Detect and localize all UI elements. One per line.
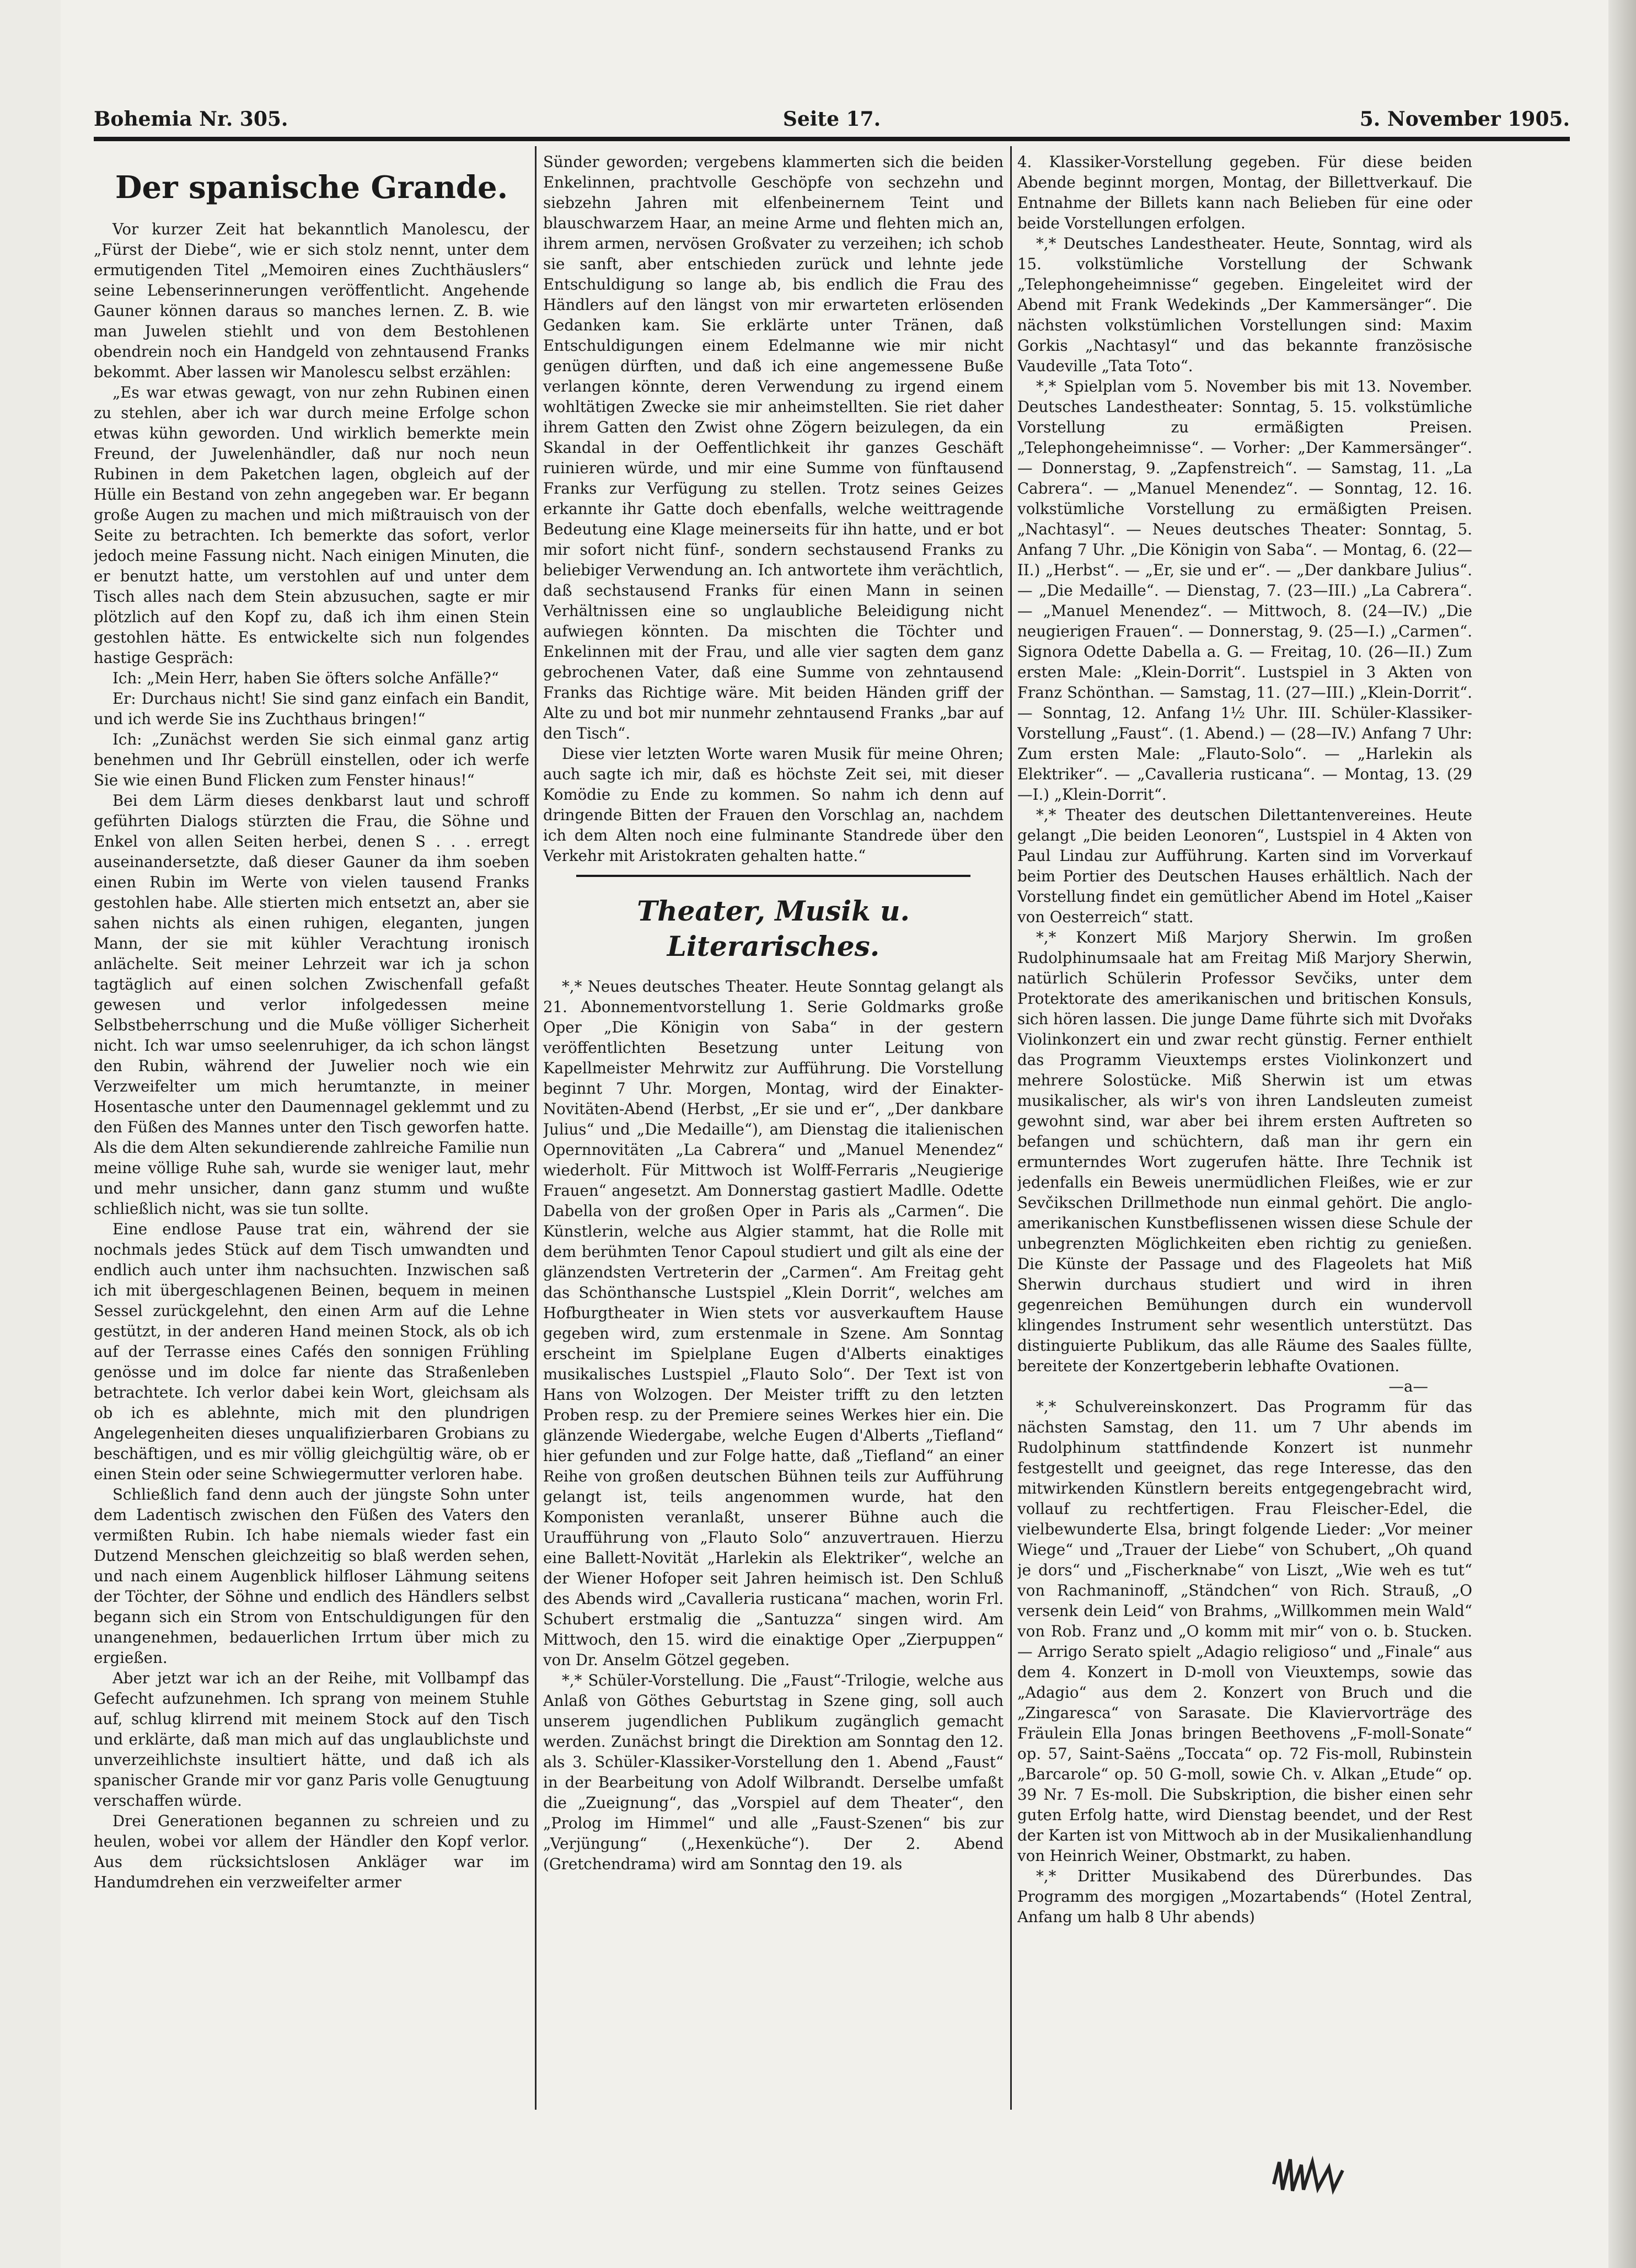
section-title: Theater, Musik u. Literarisches.	[637, 895, 910, 962]
article-paragraph: Er: Durchaus nicht! Sie sind ganz einfach ein Bandit, und ich werde Sie ins Zuchthaus bringen!“	[94, 689, 529, 728]
article-paragraph: Bei dem Lärm dieses denkbarst laut und schroff geführten Dialogs stürzten die Frau, die Söhne und Enkel von allen Seiten herbei, denen S . . . erregt auseinandersetzte, daß dieser Gauner da ihm soeben einen Rubin im Werte von vielen tausend Franks gestohlen habe. Alle stierten mich entsetzt an, aber sie sahen nichts als einen ruhigen, eleganten, jungen Mann, der sie mit kühler Verachtung ironisch anlächelte. Seit meiner Lehrzeit war ich ja schon tagtäglich auf einen solchen Zwischenfall gefaßt gewesen und verlor infolgedessen meine Selbstbeherrschung und die Muße völliger Sicherheit nicht. Ich war umso seelenruhiger, da ich schon längst den Rubin, während der Juwelier noch wie ein Verzweifelter um mich herumtanzte, in meiner Hosentasche unter den Daumennagel geklemmt und zu den Füßen des Mannes unter den Tisch geworfen hatte. Als die dem Alten sekundierende zahlreiche Familie nun meine völlige Ruhe sah, wurde sie weniger laut, mehr und mehr unsicher, dann ganz stumm und wußte schließlich nicht, was sie tun sollte.	[94, 791, 529, 1218]
issue-date: 5. November 1905.	[1359, 108, 1570, 131]
page-edge-shadow	[1608, 0, 1636, 2268]
column-rule-1	[535, 146, 537, 2110]
article-paragraph: Sünder geworden; vergebens klammerten sich die beiden Enkelinnen, prachtvolle Geschöpfe von sechzehn und siebzehn Jahren mit elfenbeinernem Teint und blauschwarzem Haar, an meine Arme und flehten mich an, ihrem armen, nervösen Großvater zu verzeihen; ich schob sie sanft, aber entschieden zurück und lehnte jede Entschuldigung so lange ab, bis endlich die Frau des Händlers auf den längst von mir erwarteten erlösenden Gedanken kam. Sie erklärte unter Tränen, daß Entschuldigungen einem Edelmanne wie mir nicht genügen dürften, und daß ich eine angemessene Buße verlangen könnte, deren Verwendung zu irgend einem wohltätigen Zwecke sie mir anheimstellten. Sie riet daher ihrem Gatten den Zwist ohne Zögern beizulegen, da ein Skandal in der Oeffentlichkeit ihr ganzes Geschäft ruinieren würde, und mir eine Summe von fünftausend Franks zur Verfügung zu stellen. Trotz seines Geizes erkannte ihr Gatte doch ebenfalls, welche weittragende Bedeutung eine Klage meinerseits für ihn hatte, und er bot mir sofort nicht fünf-, sondern sechstausend Franks zu beliebiger Verwendung an. Ich antwortete ihm verächtlich, daß sechstausend Franks für einen Mann in seinen Verhältnissen eine so unglaubliche Beleidigung nicht aufwiegen könnten. Da mischten die Töchter und Enkelinnen mit der Frau, und alle vier sagten dem ganz gebrochenen Vater, daß eine Summe von zehntausend Franks das Richtige wäre. Mit beiden Händen griff der Alte zu und bot mir nunmehr zehntausend Franks „bar auf den Tisch“.	[543, 153, 1004, 742]
header-rule	[94, 137, 1570, 141]
news-item: *,* Schulvereinskonzert. Das Programm für das nächsten Samstag, den 11. um 7 Uhr abends im Rudolphinum stattfindende Konzert ist nunmehr festgestellt und geeignet, das rege Interesse, das den mitwirkenden Künstlern bereits entgegengebracht wird, vollauf zu rechtfertigen. Frau Fleischer-Edel, die vielbewunderte Elsa, bringt folgende Lieder: „Vor meiner Wiege“ und „Trauer der Liebe“ von Schubert, „Oh quand je dors“ und „Fischerknabe“ von Liszt, „Wie weh es tut“ von Rachmaninoff, „Ständchen“ von Rich. Strauß, „O versenk dein Leid“ von Brahms, „Willkommen mein Wald“ von Rob. Franz und „O komm mit mir“ von o. b. Stucken. — Arrigo Serato spielt „Adagio religioso“ und „Finale“ aus dem 4. Konzert in D-moll von Vieuxtemps, sowie das „Adagio“ aus dem 2. Konzert von Bruch und die „Zingaresca“ von Sarasate. Die Klaviervorträge des Fräulein Ella Jonas bringen Beethovens „F-moll-Sonate“ op. 57, Saint-Saëns „Toccata“ op. 72 Fis-moll, Rubinstein „Barcarole“ op. 50 G-moll, sowie Ch. v. Alkan „Etude“ op. 39 Nr. 7 Es-moll. Die Subskription, die bisher einen sehr guten Erfolg hatte, wird Dienstag beendet, und der Rest der Karten ist von Mittwoch ab in der Musikalienhandlung von Heinrich Weiner, Obstmarkt, zu haben.	[1017, 1398, 1472, 1865]
news-item: *,* Deutsches Landestheater. Heute, Sonntag, wird als 15. volkstümliche Vorstellung der Schwank „Telephongeheimnisse“ gegeben. Eingeleitet wird der Abend mit Frank Wedekinds „Der Kammersänger“. Die nächsten volkstümlichen Vorstellungen sind: Maxim Gorkis „Nachtasyl“ und das bekannte französische Vaudeville „Tata Toto“.	[1017, 234, 1472, 375]
issue-number: Bohemia Nr. 305.	[94, 108, 288, 131]
author-mark: —a—	[1388, 1377, 1428, 1395]
page-number: Seite 17.	[782, 108, 881, 131]
article-title: Der spanische Grande.	[115, 169, 508, 206]
column-1	[94, 152, 529, 2237]
article-paragraph: Vor kurzer Zeit hat bekanntlich Manolescu, der „Fürst der Diebe“, wie er sich stolz nennt, unter dem ermutigenden Titel „Memoiren eines Zuchthäuslers“ seine Lebenserinnerungen veröffentlicht. Angehende Gauner können daraus so manches lernen. Z. B. wie man Juwelen stiehlt und von dem Bestohlenen obendrein noch ein Handgeld von zehntausend Franks bekommt. Aber lassen wir Manolescu selbst erzählen:	[94, 220, 529, 381]
article-paragraph: Drei Generationen begannen zu schreien und zu heulen, wobei vor allem der Händler den Kopf verlor. Aus dem rücksichtslosen Ankläger war im Handumdrehen ein verzweifelter armer	[94, 1812, 529, 1891]
news-item: *,* Spielplan vom 5. November bis mit 13. November. Deutsches Landestheater: Sonntag, 5. 15. volkstümliche Vorstellung zu ermäßigten Preisen. „Telephongeheimnisse“. — Vorher: „Der Kammersänger“. — Donnerstag, 9. „Zapfenstreich“. — Samstag, 11. „La Cabrera“. — „Manuel Menendez“. — Sonntag, 12. 16. volkstümliche Vorstellung zu ermäßigten Preisen. „Nachtasyl“. — Neues deutsches Theater: Sonntag, 5. Anfang 7 Uhr. „Die Königin von Saba“. — Montag, 6. (22—II.) „Herbst“. — „Er, sie und er“. — „Der dankbare Julius“. — „Die Medaille“. — Dienstag, 7. (23—III.) „La Cabrera“. — „Manuel Menendez“. — Mittwoch, 8. (24—IV.) „Die neugierigen Frauen“. — Donnerstag, 9. (25—I.) „Carmen“. Signora Odette Dabella a. G. — Freitag, 10. (26—II.) Zum ersten Male: „Klein-Dorrit“. Lustspiel in 3 Akten von Franz Schönthan. — Samstag, 11. (27—III.) „Klein-Dorrit“. — Sonntag, 12. Anfang 1½ Uhr. III. Schüler-Klassiker-Vorstellung „Faust“. (1. Abend.) — (28—IV.) Anfang 7 Uhr: Zum ersten Male: „Flauto-Solo“. — „Harlekin als Elektriker“. — „Cavalleria rusticana“. — Montag, 13. (29—I.) „Klein-Dorrit“.	[1017, 377, 1472, 804]
column-3	[1017, 152, 1472, 2237]
running-head	[94, 108, 1570, 141]
news-item: *,* Dritter Musikabend des Dürerbundes. Das Programm des morgigen „Mozartabends“ (Hotel Zentral, Anfang um halb 8 Uhr abends)	[1017, 1867, 1472, 1926]
column-rule-2	[1010, 146, 1012, 2110]
article-paragraph: Schließlich fand denn auch der jüngste Sohn unter dem Ladentisch zwischen den Füßen des Vaters den vermißten Rubin. Ich habe niemals wieder fast ein Dutzend Menschen gleichzeitig so blaß werden sehen, und nach einem Augenblick hilfloser Lähmung seitens der Töchter, der Söhne und endlich des Händlers selbst begann sich ein Strom von Entschuldigungen für den unangenehmen, bedauerlichen Irrtum über mich zu ergießen.	[94, 1485, 529, 1667]
section-divider	[576, 875, 970, 877]
article-paragraph: Eine endlose Pause trat ein, während der sie nochmals jedes Stück auf dem Tisch umwandten und endlich auch unter ihm nachsuchten. Inzwischen saß ich mit übergeschlagenen Beinen, bequem in meinen Sessel zurückgelehnt, den einen Arm auf die Lehne gestützt, in der anderen Hand meinen Stock, als ob ich auf der Terrasse eines Cafés den sonnigen Frühling genösse und im dolce far niente das Straßenleben betrachtete. Ich verlor dabei kein Wort, gleichsam als ob ich es ablehnte, mich mit den plundrigen Angelegenheiten dieses unqualifizierbaren Grobians zu beschäftigen, und es mir völlig gleichgültig wäre, ob er einen Stein oder seine Schwiegermutter verloren habe.	[94, 1220, 529, 1483]
article-paragraph: Diese vier letzten Worte waren Musik für meine Ohren; auch sagte ich mir, daß es höchste Zeit sei, mit dieser Komödie zu Ende zu kommen. So nahm ich denn auf dringende Bitten der Frauen den Vorschlag an, nachdem ich dem Alten noch eine fulminante Standrede über den Verkehr mit Aristokraten gehalten hatte.“	[543, 745, 1004, 865]
column-2	[543, 152, 1004, 2237]
news-item: *,* Schüler-Vorstellung. Die „Faust“-Trilogie, welche aus Anlaß von Göthes Geburtstag in Szene ging, soll auch unserem jugendlichen Publikum zugänglich gemacht werden. Zunächst bringt die Direktion am Sonntag den 12. als 3. Schüler-Klassiker-Vorstellung den 1. Abend „Faust“ in der Bearbeitung von Adolf Wilbrandt. Derselbe umfaßt die „Zueignung“, das „Vorspiel auf dem Theater“, den „Prolog im Himmel“ und alle „Faust-Szenen“ bis zur „Verjüngung“ („Hexenküche“). Der 2. Abend (Gretchendrama) wird am Sonntag den 19. als	[543, 1671, 1004, 1873]
article-paragraph: Ich: „Zunächst werden Sie sich einmal ganz artig benehmen und Ihr Gebrüll einstellen, oder ich werfe Sie wie einen Bund Flicken zum Fenster hinaus!“	[94, 730, 529, 789]
news-item: *,* Konzert Miß Marjory Sherwin. Im großen Rudolphinumsaale hat am Freitag Miß Marjory Sherwin, natürlich Schülerin Professor Sevčiks, unter dem Protektorate des amerikanischen und britischen Konsuls, sich hören lassen. Die junge Dame führte sich mit Dvořaks Violinkonzert ein und zwar recht günstig. Ferner enthielt das Programm Vieuxtemps erstes Violinkonzert und mehrere Solostücke. Miß Sherwin ist um etwas musikalischer, als wir's von ihren Landsleuten zumeist gewohnt sind, war aber bei ihrem ersten Auftreten so befangen und schüchtern, daß man ihr gern ein ermunterndes Wort zugerufen hätte. Ihre Technik ist jedenfalls ein Beweis unermüdlichen Fleißes, wie er zur Sevčikschen Drillmethode nun einmal gehört. Die anglo-amerikanischen Kunstbeflissenen wissen diese Schule der unbegrenzten Möglichkeiten eben richtig zu genießen. Die Künste der Passage und des Flageolets hat Miß Sherwin durchaus studiert und wird in ihren gegenreichen Bemühungen durch ein wundervoll klingendes Instrument sehr wesentlich unterstützt. Das distinguierte Publikum, das alle Räume des Saales füllte, bereitete der Konzertgeberin lebhafte Ovationen.	[1017, 928, 1472, 1375]
news-item: 4. Klassiker-Vorstellung gegeben. Für diese beiden Abende beginnt morgen, Montag, der Billettverkauf. Die Entnahme der Billets kann nach Belieben für eine oder beide Vorstellungen erfolgen.	[1017, 153, 1472, 232]
article-paragraph: Aber jetzt war ich an der Reihe, mit Vollbampf das Gefecht aufzunehmen. Ich sprang von meinem Stuhle auf, schlug klirrend mit meinem Stock auf den Tisch und erklärte, daß man mich auf das unglaublichste und unverzeihlichste insultiert hätte, und daß ich als spanischer Grande mir vor ganz Paris volle Genugtuung verschaffen würde.	[94, 1669, 529, 1810]
news-item: *,* Neues deutsches Theater. Heute Sonntag gelangt als 21. Abonnementvorstellung 1. Serie Goldmarks große Oper „Die Königin von Saba“ in der gestern veröffentlichten Besetzung unter Leitung von Kapellmeister Mehrwitz zur Aufführung. Die Vorstellung beginnt 7 Uhr. Morgen, Montag, wird der Einakter-Novitäten-Abend (Herbst, „Er sie und er“, „Der dankbare Julius“ und „Die Medaille“), am Dienstag die italienischen Opernnovitäten „La Cabrera“ und „Manuel Menendez“ wiederholt. Für Mittwoch ist Wolff-Ferraris „Neugierige Frauen“ angesetzt. Am Donnerstag gastiert Madlle. Odette Dabella von der großen Oper in Paris als „Carmen“. Die Künstlerin, welche aus Algier stammt, hat die Rolle mit dem berühmten Tenor Capoul studiert und gilt als eine der glänzendsten Vertreterin der „Carmen“. Am Freitag geht das Schönthansche Lustspiel „Klein Dorrit“, welches am Hofburgtheater in Wien stets vor ausverkauftem Hause gegeben wird, zum erstenmale in Szene. Am Sonntag erscheint im Spielplane Eugen d'Alberts einaktiges musikalisches Lustspiel „Flauto Solo“. Der Text ist von Hans von Wolzogen. Der Meister trifft zu den letzten Proben resp. zu der Premiere seines Werkes hier ein. Die glänzende Wiedergabe, welche Eugen d'Alberts „Tiefland“ hier gefunden und zur Folge hatte, daß „Tiefland“ an einer Reihe von großen deutschen Bühnen teils zur Aufführung gelangt ist, teils angenommen wurde, hat den Komponisten veranlaßt, unserer Bühne auch die Uraufführung von „Flauto Solo“ anzuvertrauen. Hierzu eine Ballett-Novität „Harlekin als Elektriker“, welche an der Wiener Hofoper seit Jahren heimisch ist. Den Schluß des Abends wird „Cavalleria rusticana“ machen, worin Frl. Schubert erstmalig die „Santuzza“ singen wird. Am Mittwoch, den 15. wird die einaktige Oper „Zierpuppen“ von Dr. Anselm Götzel gegeben.	[543, 977, 1004, 1669]
news-item: *,* Theater des deutschen Dilettantenvereines. Heute gelangt „Die beiden Leonoren“, Lustspiel in 4 Akten von Paul Lindau zur Aufführung. Karten sind im Vorverkauf beim Portier des Deutschen Hauses erhältlich. Nach der Vorstellung findet ein gemütlicher Abend im Hotel „Kaiser von Oesterreich“ statt.	[1017, 806, 1472, 926]
article-paragraph: „Es war etwas gewagt, von nur zehn Rubinen einen zu stehlen, aber ich war durch meine Erfolge schon etwas kühn geworden. Und wirklich bemerkte mein Freund, der Juwelenhändler, daß nur noch neun Rubinen in dem Paketchen lagen, obgleich auf der Hülle ein Bestand von zehn angegeben war. Er begann große Augen zu machen und mich mißtrauisch von der Seite zu betrachten. Ich bemerkte das sofort, verlor jedoch meine Fassung nicht. Nach einigen Minuten, die er benutzt hatte, um verstohlen auf und unter dem Tisch alles nach dem Stein abzusuchen, sagte er mir plötzlich auf den Kopf zu, daß ich ihm einen Stein gestohlen hätte. Es entwickelte sich nun folgendes hastige Gespräch:	[94, 383, 529, 667]
article-paragraph: Ich: „Mein Herr, haben Sie öfters solche Anfälle?“	[112, 669, 499, 687]
ink-smudge	[1268, 2151, 1351, 2201]
